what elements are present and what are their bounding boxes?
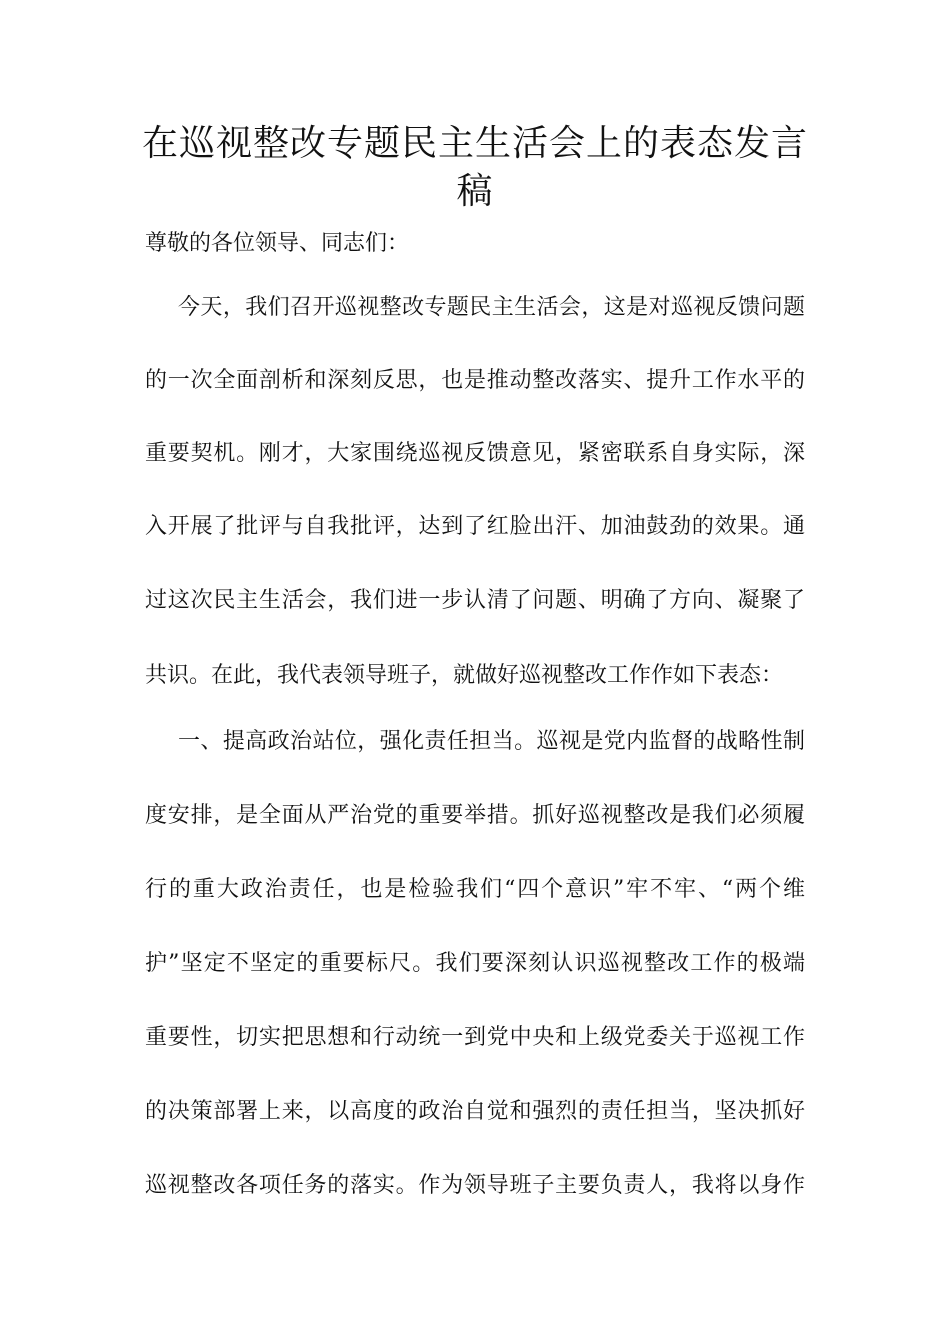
paragraph-1-line-6: 共识。在此，我代表领导班子，就做好巡视整改工作作如下表态： bbox=[145, 663, 784, 688]
paragraph-1-line-2: 的一次全面剖析和深刻反思，也是推动整改落实、提升工作水平的 bbox=[145, 368, 805, 393]
document-title-line-1: 在巡视整改专题民主生活会上的表态发言 bbox=[141, 123, 808, 164]
paragraph-2-line-4: 护”坚定不坚定的重要标尺。我们要深刻认识巡视整改工作的极端 bbox=[145, 951, 805, 976]
document-title-line-2: 稿 bbox=[456, 171, 494, 212]
paragraph-2-line-3: 行的重大政治责任，也是检验我们“四个意识”牢不牢、“两个维 bbox=[145, 877, 805, 902]
salutation: 尊敬的各位领导、同志们： bbox=[145, 231, 410, 256]
paragraph-2-line-6: 的决策部署上来，以高度的政治自觉和强烈的责任担当，坚决抓好 bbox=[145, 1099, 805, 1124]
paragraph-2-line-5: 重要性，切实把思想和行动统一到党中央和上级党委关于巡视工作 bbox=[145, 1025, 805, 1050]
paragraph-1-line-1: 今天，我们召开巡视整改专题民主生活会，这是对巡视反馈问题 bbox=[178, 295, 805, 320]
paragraph-1-line-5: 过这次民主生活会，我们进一步认清了问题、明确了方向、凝聚了 bbox=[145, 588, 805, 613]
paragraph-2-line-2: 度安排，是全面从严治党的重要举措。抓好巡视整改是我们必须履 bbox=[145, 803, 805, 828]
paragraph-2-line-1: 一、提高政治站位，强化责任担当。巡视是党内监督的战略性制 bbox=[178, 729, 805, 754]
paragraph-1-line-4: 入开展了批评与自我批评，达到了红脸出汗、加油鼓劲的效果。通 bbox=[145, 514, 805, 539]
paragraph-2-line-7: 巡视整改各项任务的落实。作为领导班子主要负责人，我将以身作 bbox=[145, 1173, 805, 1198]
paragraph-1-line-3: 重要契机。刚才，大家围绕巡视反馈意见，紧密联系自身实际，深 bbox=[145, 441, 805, 466]
